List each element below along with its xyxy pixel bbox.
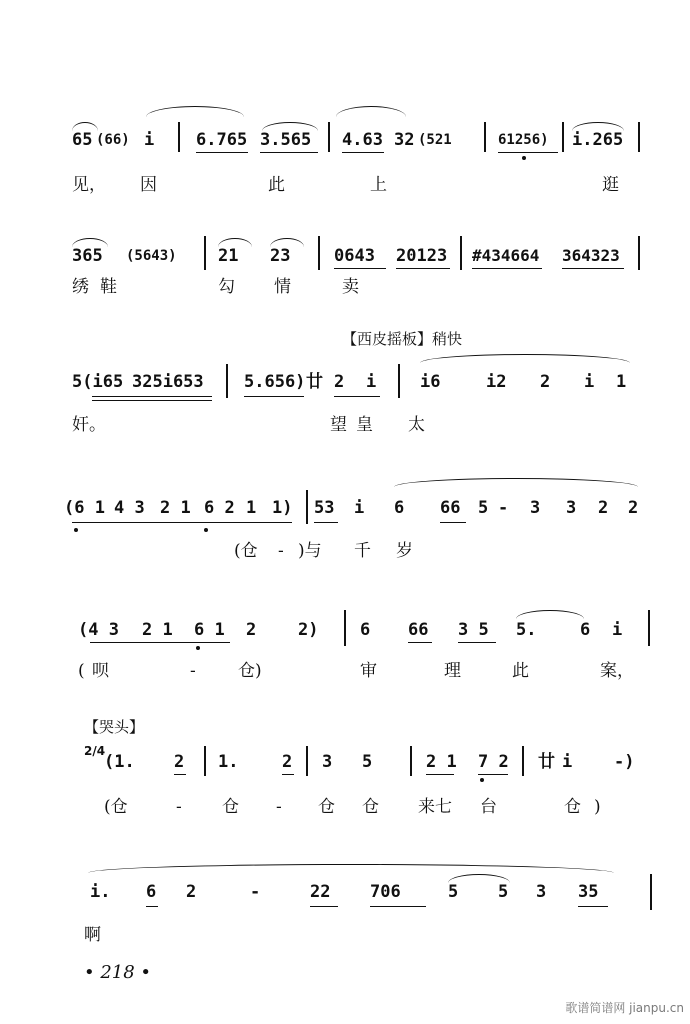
barline: [650, 874, 652, 910]
note: (5643): [126, 248, 177, 264]
lyric: 见，: [72, 175, 106, 195]
lyric: 此: [512, 661, 529, 681]
barline: [562, 122, 564, 152]
note: 2: [628, 498, 639, 518]
underline: [92, 400, 212, 401]
underline: [440, 522, 466, 523]
lyric: 望: [330, 415, 347, 435]
lyric: 千: [354, 541, 371, 561]
tempo-marking: 【西皮摇板】稍快: [342, 330, 463, 348]
section-label: 【哭头】: [84, 718, 145, 736]
note: 365: [72, 246, 103, 266]
lyric: 台: [480, 797, 497, 817]
note: 32: [394, 130, 415, 150]
watermark: 歌谱简谱网 jianpu.cn: [565, 1001, 684, 1015]
note: 2: [334, 372, 345, 392]
note: 5: [478, 498, 489, 518]
slur: [270, 238, 304, 247]
barline: [522, 746, 524, 776]
note: 2 1: [142, 620, 173, 640]
barline: [318, 236, 320, 270]
note: 廿: [306, 372, 323, 392]
row-7-notes: [0, 866, 690, 906]
low-dot: [204, 528, 208, 532]
note: 3: [536, 882, 547, 902]
note: 2: [540, 372, 551, 392]
note: 2: [174, 752, 185, 772]
note: 3 5: [458, 620, 489, 640]
underline: [498, 152, 558, 153]
slur: [336, 106, 406, 117]
note: 廿: [538, 752, 555, 772]
underline: [314, 522, 338, 523]
slur: [448, 874, 510, 883]
slur: [420, 354, 630, 363]
note: 23: [270, 246, 291, 266]
note: 3: [566, 498, 577, 518]
slur: [394, 478, 638, 487]
note: 6: [580, 620, 591, 640]
lyric: 绣: [72, 277, 89, 297]
barline: [638, 236, 640, 270]
note: 20123: [396, 246, 448, 266]
note: 5(i65: [72, 372, 124, 392]
note: 325i653: [132, 372, 204, 392]
note: -: [498, 498, 509, 518]
underline: [196, 152, 248, 153]
barline: [460, 236, 462, 270]
note: 66: [440, 498, 461, 518]
note: 65: [72, 130, 93, 150]
lyric: 上: [370, 175, 387, 195]
lyric: ): [594, 797, 601, 817]
note: 0643: [334, 246, 375, 266]
underline: [472, 268, 542, 269]
slur: [572, 122, 624, 131]
low-dot: [196, 646, 200, 650]
lyric: 因: [140, 175, 157, 195]
lyric: )与: [298, 541, 322, 561]
lyric: 仓: [564, 797, 581, 817]
time-signature: 2/4: [84, 744, 106, 758]
slur: [72, 122, 98, 131]
lyric: 仓: [318, 797, 335, 817]
note: i: [354, 498, 365, 518]
underline: [282, 774, 294, 775]
low-dot: [74, 528, 78, 532]
lyric: -: [276, 797, 282, 817]
note: i: [366, 372, 377, 392]
note: 2: [598, 498, 609, 518]
underline: [408, 642, 432, 643]
underline: [342, 152, 384, 153]
underline: [310, 906, 338, 907]
note: i2: [486, 372, 507, 392]
note: 21: [218, 246, 239, 266]
note: 5.: [516, 620, 537, 640]
row-4-notes: [0, 478, 690, 518]
barline: [204, 746, 206, 776]
underline: [146, 906, 158, 907]
slur: [88, 864, 614, 873]
note: 35: [578, 882, 599, 902]
lyric: 岁: [396, 541, 413, 561]
underline: [458, 642, 496, 643]
lyric: 审: [360, 661, 377, 681]
note: 3.565: [260, 130, 312, 150]
note: 22: [310, 882, 331, 902]
note: 6 2: [204, 498, 235, 518]
note: i: [584, 372, 595, 392]
note: 2: [246, 620, 257, 640]
note: 1): [272, 498, 293, 518]
lyric: 卖: [342, 277, 359, 297]
lyric: 仓: [222, 797, 239, 817]
lyric: -: [278, 541, 284, 561]
note: 6: [394, 498, 405, 518]
barline: [204, 236, 206, 270]
row-1-notes: [0, 122, 690, 162]
slur: [72, 238, 108, 247]
note: i6: [420, 372, 441, 392]
slur: [146, 106, 244, 117]
lyric: 奸。: [72, 415, 106, 435]
note: 53: [314, 498, 335, 518]
note: 2: [186, 882, 197, 902]
lyric: 勾: [218, 277, 235, 297]
lyric: 啊: [84, 925, 101, 945]
row-3-notes: [0, 360, 690, 400]
underline: [426, 774, 454, 775]
lyric: 皇: [356, 415, 373, 435]
underline: [260, 152, 318, 153]
slur: [262, 122, 318, 131]
underline: [244, 396, 304, 397]
barline: [398, 364, 400, 398]
note: 1.: [218, 752, 239, 772]
barline: [226, 364, 228, 398]
underline: [174, 774, 186, 775]
lyric: 来七: [418, 797, 452, 817]
lyric: 太: [408, 415, 425, 435]
underline: [334, 268, 386, 269]
lyric: -: [176, 797, 182, 817]
note: i: [612, 620, 623, 640]
note: i: [562, 752, 573, 772]
note: i.265: [572, 130, 624, 150]
low-dot: [480, 778, 484, 782]
note: 5.656): [244, 372, 306, 392]
note: 2 1: [426, 752, 457, 772]
underline: [370, 906, 426, 907]
barline: [306, 746, 308, 776]
underline: [562, 268, 624, 269]
barline: [306, 490, 308, 524]
barline: [178, 122, 180, 152]
lyric: 呗: [92, 661, 109, 681]
lyric: 此: [268, 175, 285, 195]
note: 2): [298, 620, 319, 640]
lyric: 情: [274, 277, 291, 297]
note: 1: [246, 498, 257, 518]
underline: [90, 642, 230, 643]
underline: [72, 522, 292, 523]
note: 6: [146, 882, 157, 902]
lyric: 仓): [238, 661, 262, 681]
note: -): [614, 752, 635, 772]
underline: [578, 906, 608, 907]
barline: [484, 122, 486, 152]
barline: [648, 610, 650, 646]
barline: [328, 122, 330, 152]
row-2-notes: [0, 236, 690, 276]
note: (1.: [104, 752, 135, 772]
underline: [334, 396, 380, 397]
note: (66): [96, 132, 130, 148]
note: 706: [370, 882, 401, 902]
barline: [638, 122, 640, 152]
note: (6 1: [64, 498, 105, 518]
low-dot: [522, 156, 526, 160]
page-number: • 218 •: [84, 962, 152, 983]
row-6-notes: [0, 746, 690, 786]
lyric: (仓: [234, 541, 258, 561]
note: 4 3: [114, 498, 145, 518]
lyric: 鞋: [100, 277, 117, 297]
note: 5: [362, 752, 373, 772]
note: 3: [530, 498, 541, 518]
note: i.: [90, 882, 111, 902]
note: 6: [360, 620, 371, 640]
slur: [218, 238, 252, 247]
note: 61256): [498, 132, 549, 148]
barline: [344, 610, 346, 646]
lyric: 仓: [362, 797, 379, 817]
note: 7 2: [478, 752, 509, 772]
note: #434664: [472, 246, 540, 265]
note: 5: [498, 882, 509, 902]
note: 6 1: [194, 620, 225, 640]
note: (521: [418, 132, 452, 148]
underline: [478, 774, 508, 775]
note: 3: [322, 752, 333, 772]
note: i: [144, 130, 155, 150]
note: 364323: [562, 246, 620, 265]
note: 1: [616, 372, 627, 392]
note: 5: [448, 882, 459, 902]
slur: [516, 610, 584, 619]
barline: [410, 746, 412, 776]
lyric: -: [190, 661, 196, 681]
lyric: (: [78, 661, 85, 681]
note: -: [250, 882, 261, 902]
note: (4 3: [78, 620, 119, 640]
underline: [396, 268, 450, 269]
note: 66: [408, 620, 429, 640]
lyric: 理: [444, 661, 461, 681]
lyric: 案，: [600, 661, 634, 681]
lyric: (仓: [104, 797, 128, 817]
underline: [92, 396, 212, 397]
row-5-notes: [0, 604, 690, 644]
note: 4.63: [342, 130, 383, 150]
note: 2 1: [160, 498, 191, 518]
note: 2: [282, 752, 293, 772]
lyric: 逛: [602, 175, 619, 195]
note: 6.765: [196, 130, 248, 150]
